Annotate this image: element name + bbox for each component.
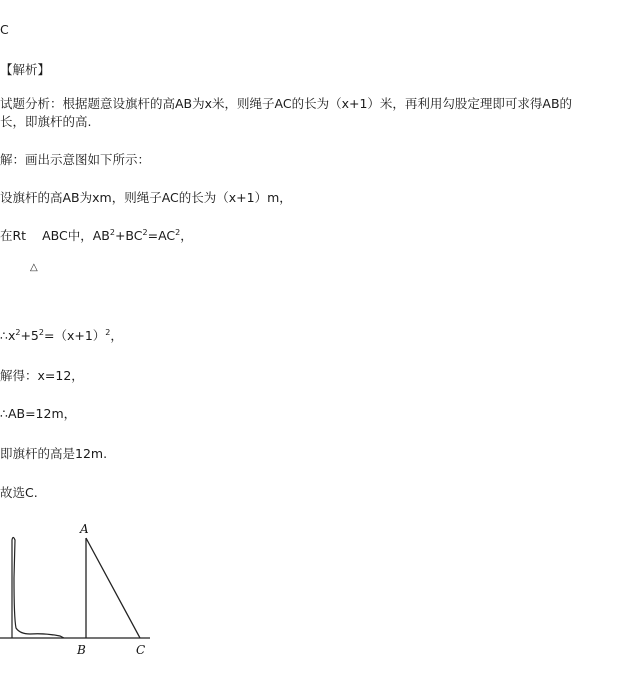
conclusion-line: 即旗杆的高是12m. xyxy=(0,446,108,461)
label-b: B xyxy=(77,643,86,657)
section-title: 【解析】 xyxy=(0,62,51,77)
answer-text: C xyxy=(0,22,9,37)
rt-triangle-text: ABC中，AB xyxy=(42,228,110,243)
solution-intro: 解：画出示意图如下所示： xyxy=(0,152,151,167)
label-c: C xyxy=(136,643,146,657)
flagpole-figure xyxy=(0,518,170,663)
rt-prefix: 在Rt xyxy=(0,228,27,243)
equation-line: $\therefore x^2+5^2=(x+1)^2$， xyxy=(0,328,123,343)
therefore-line: ∴AB=12m， xyxy=(0,406,77,421)
rope-ac xyxy=(86,538,140,638)
analysis-line-1: 试题分析：根据题意设旗杆的高AB为x米，则绳子AC的长为（x+1）米，再利用勾股定理即可求得AB的 xyxy=(0,96,573,111)
choice-line: 故选C. xyxy=(0,485,38,500)
solution-setup: 设旗杆的高AB为xm，则绳子AC的长为（x+1）m， xyxy=(0,190,292,205)
solve-line: 解得：x=12， xyxy=(0,368,84,383)
analysis-line-2: 长，即旗杆的高. xyxy=(0,114,92,129)
rope-curve xyxy=(12,538,64,639)
triangle-symbol: △ xyxy=(30,262,38,273)
pythagoras-statement: 在Rt ABC中，$AB^2+BC^2=AC^2$， xyxy=(0,228,193,243)
label-a: A xyxy=(80,522,89,536)
